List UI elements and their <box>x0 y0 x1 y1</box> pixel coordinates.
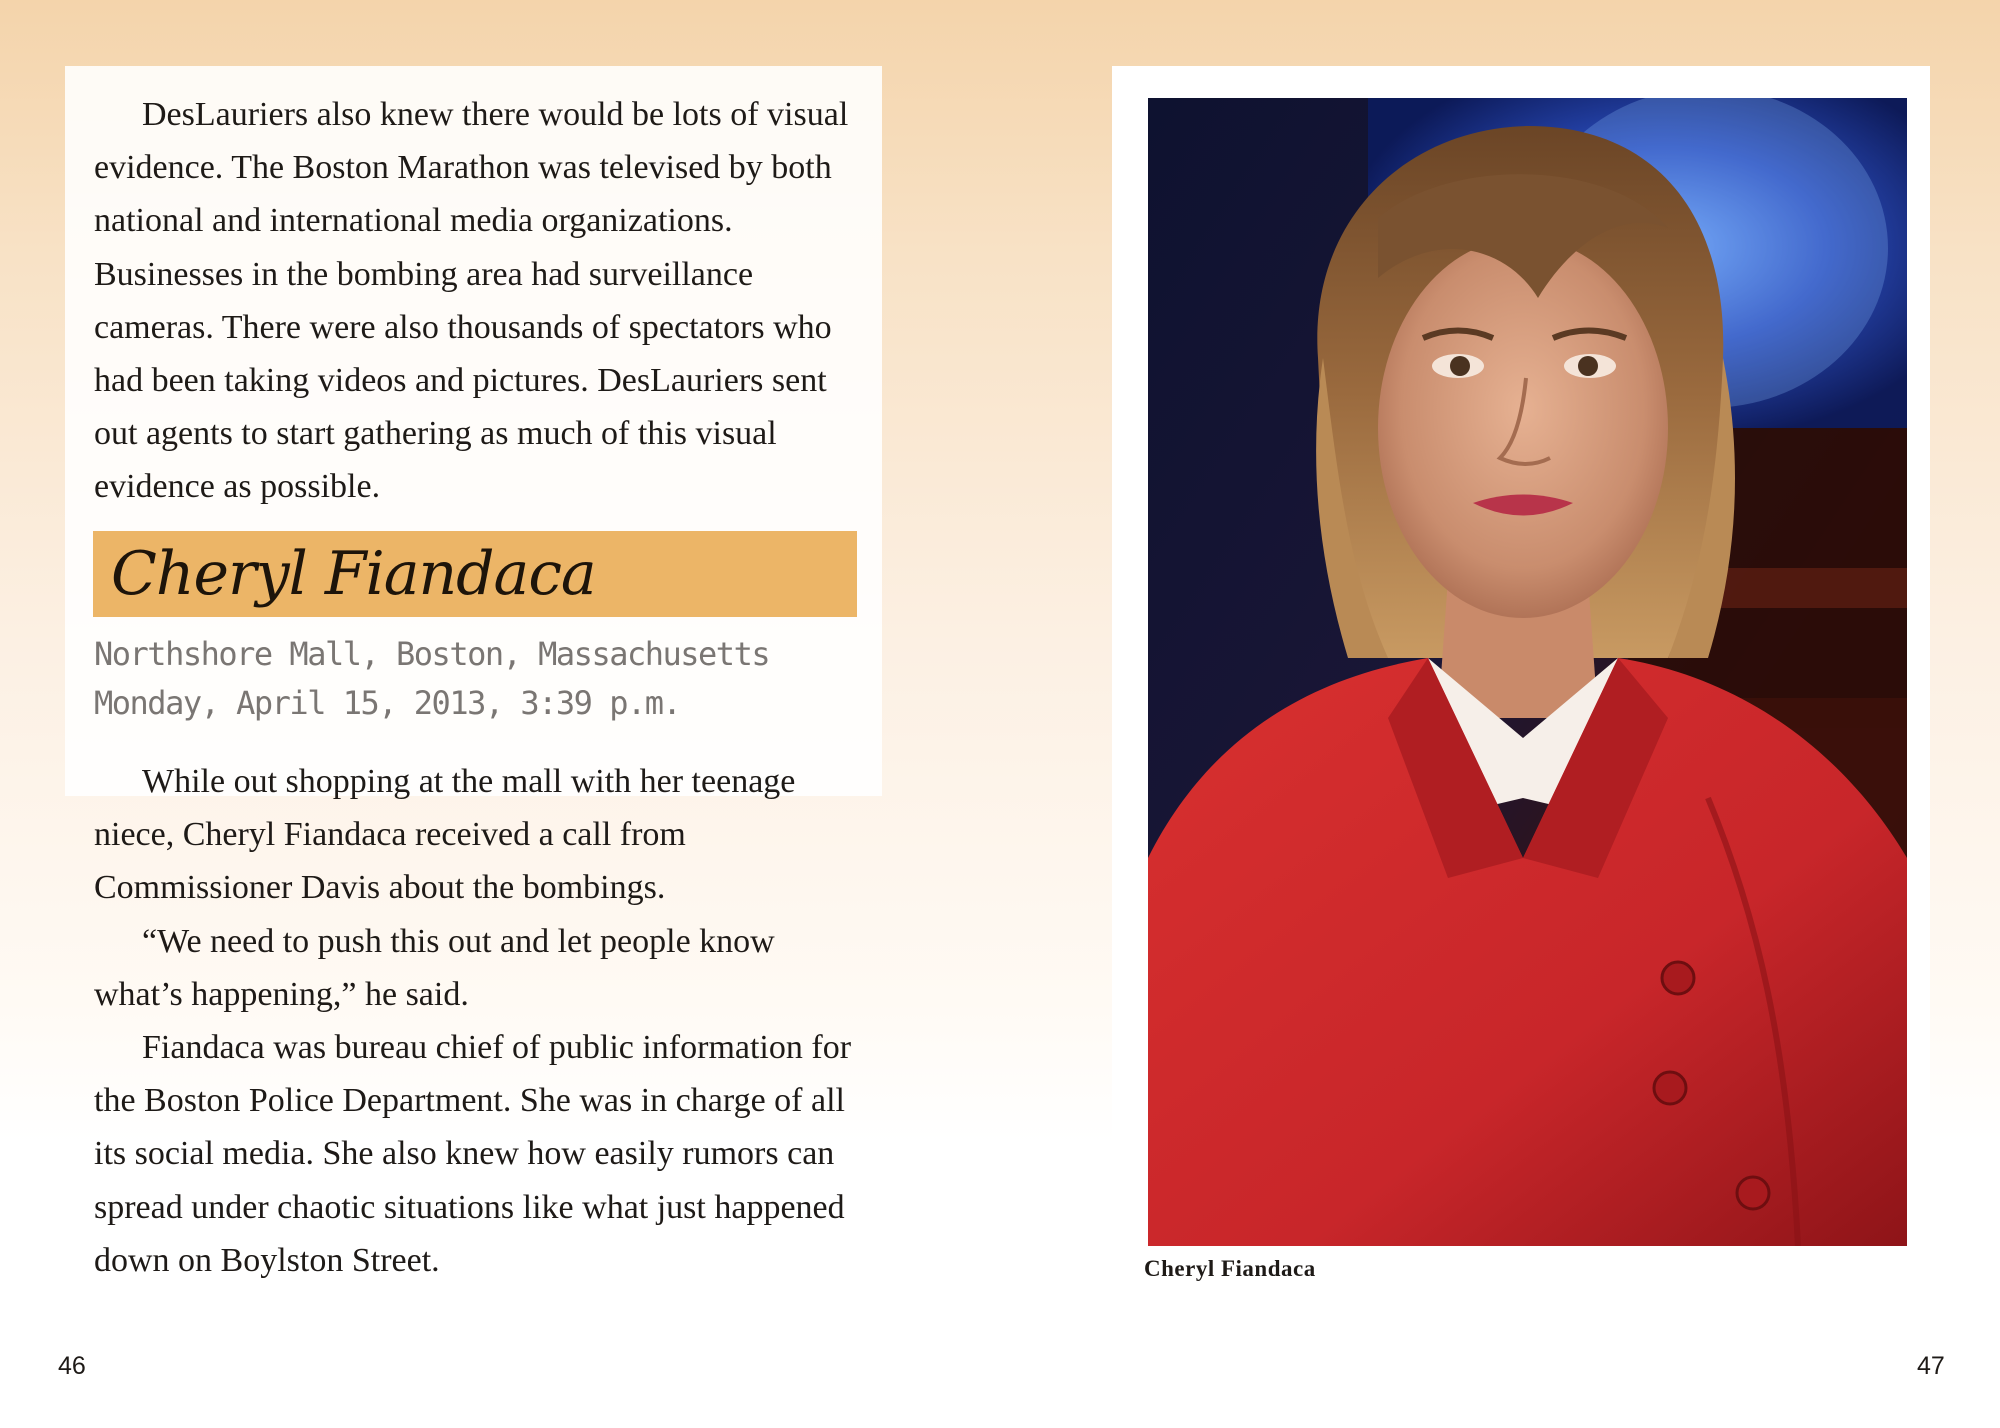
page-number-left: 46 <box>58 1352 86 1380</box>
photo-caption: Cheryl Fiandaca <box>1144 1256 1316 1281</box>
body-paragraph: Fiandaca was bureau chief of public information for the Boston Police Department. She was in charge of all its social media. She also knew how easily rumors can spread under chaotic situations like what just happened down on Boylston Street. <box>94 1029 852 1279</box>
intro-text-block <box>94 88 854 514</box>
chapter-heading-bar <box>93 531 857 617</box>
chapter-title: Cheryl Fiandaca <box>111 539 596 609</box>
portrait-photo <box>1148 98 1907 1246</box>
body-text-block <box>94 755 854 1287</box>
intro-paragraph: DesLauriers also knew there would be lots of visual evidence. The Boston Marathon was televised by both national and international media organizations. Businesses in the bombing area had surveillance cameras. There were also thousands of spectators who had been taking videos and pictures. DesLauriers sent out agents to start gathering as much of this visual evidence as possible. <box>94 96 849 506</box>
page-number-right: 47 <box>1917 1352 1945 1380</box>
body-paragraph: “We need to push this out and let people know what’s happening,” he said. <box>94 922 775 1013</box>
date-line: Monday, April 15, 2013, 3:39 p.m. <box>94 684 681 722</box>
body-paragraph: While out shopping at the mall with her teenage niece, Cheryl Fiandaca received a call from Commissioner Davis about the bombings. <box>94 763 796 907</box>
location-dateline <box>94 630 769 728</box>
location-line: Northshore Mall, Boston, Massachusetts <box>94 635 770 673</box>
